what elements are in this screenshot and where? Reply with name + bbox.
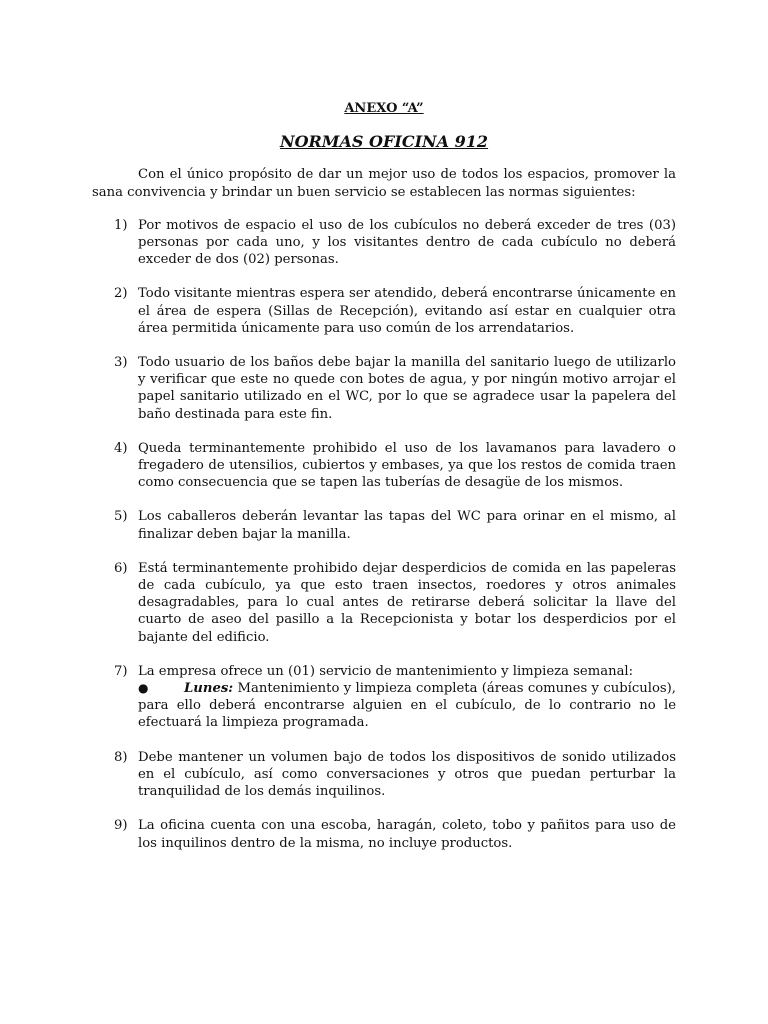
rule-text: Debe mantener un volumen bajo de todos los dispositivos de sonido utilizados en el cubículo, así como conversaciones y otros que puedan perturbar la tranquilidad de los demás inquilinos. [138,749,676,800]
rule-item-1 [92,217,676,269]
rule-item-6 [92,560,676,646]
intro-paragraph: Con el único propósito de dar un mejor uso de todos los espacios, promover la sana convivencia y brindar un buen servicio se establecen las normas siguientes: [92,167,676,200]
subitem-label: Lunes: [184,681,234,697]
rule-item-5 [92,508,676,542]
rule-item-2 [92,285,676,337]
rule-text: Está terminantemente prohibido dejar desperdicios de comida en las papeleras de cada cubículo, ya que esto traen insectos, roedores y otros animales desagradables, para lo cual antes de retirarse deberá solicitar la llave del cuarto de aseo del pasillo a la Recepcionista y botar los desperdicios por el bajante del edificio. [138,560,676,645]
rule-number: 4) [114,440,128,456]
rule-number: 5) [114,509,128,525]
rule-item-7 [92,663,676,732]
rule-text: Todo visitante mientras espera ser atendido, deberá encontrarse únicamente en el área de espera (Sillas de Recepción), evitando así estar en cualquier otra área permitida únicamente para uso común de los arrendatarios. [138,286,676,336]
rule-text: La oficina cuenta con una escoba, haragán, coleto, tobo y pañitos para uso de los inquilinos dentro de la misma, no incluye productos. [138,818,676,851]
rules-list [92,217,676,852]
rule-item-9 [92,817,676,851]
rule-text: Queda terminantemente prohibido el uso de los lavamanos para lavadero o fregadero de utensilios, cubiertos y embases, ya que los restos de comida traen como consecuencia que se tapen las tuberías de desagüe de los mismos. [138,440,676,491]
rule-text: Los caballeros deberán levantar las tapas del WC para orinar en el mismo, al finalizar deben bajar la manilla. [138,509,676,542]
document-title: NORMAS OFICINA 912 [279,132,489,152]
rule-number: 7) [114,663,128,679]
annex-title: ANEXO “A” [344,101,424,116]
rule-number: 9) [114,818,128,834]
rule-number: 3) [114,355,128,371]
rule-item-3 [92,354,676,423]
schedule-subitem [92,680,676,732]
rule-text: Todo usuario de los baños debe bajar la manilla del sanitario luego de utilizarlo y verificar que este no quede con botes de agua, y por ningún motivo arrojar el papel sanitario utilizado en el WC, por lo que se agradece usar la papelera del baño destinada para este fin. [138,355,676,422]
rule-number: 1) [114,217,128,233]
rule-number: 6) [114,560,128,576]
rule-number: 8) [114,749,128,765]
rule-number: 2) [114,286,128,302]
rule-text: Por motivos de espacio el uso de los cubículos no deberá exceder de tres (03) personas por cada uno, y los visitantes dentro de cada cubículo no deberá exceder de dos (02) personas. [138,217,676,268]
rule-item-4 [92,440,676,492]
rule-item-8 [92,749,676,801]
subitem-text: Mantenimiento y limpieza completa (áreas comunes y cubículos), para ello deberá encontrarse alguien en el cubículo, de lo contrario no le efectuará la limpieza programada. [138,681,676,731]
document-page [92,100,676,869]
rule-text: La empresa ofrece un (01) servicio de mantenimiento y limpieza semanal: [138,663,634,679]
bullet-icon: ● [138,681,149,696]
